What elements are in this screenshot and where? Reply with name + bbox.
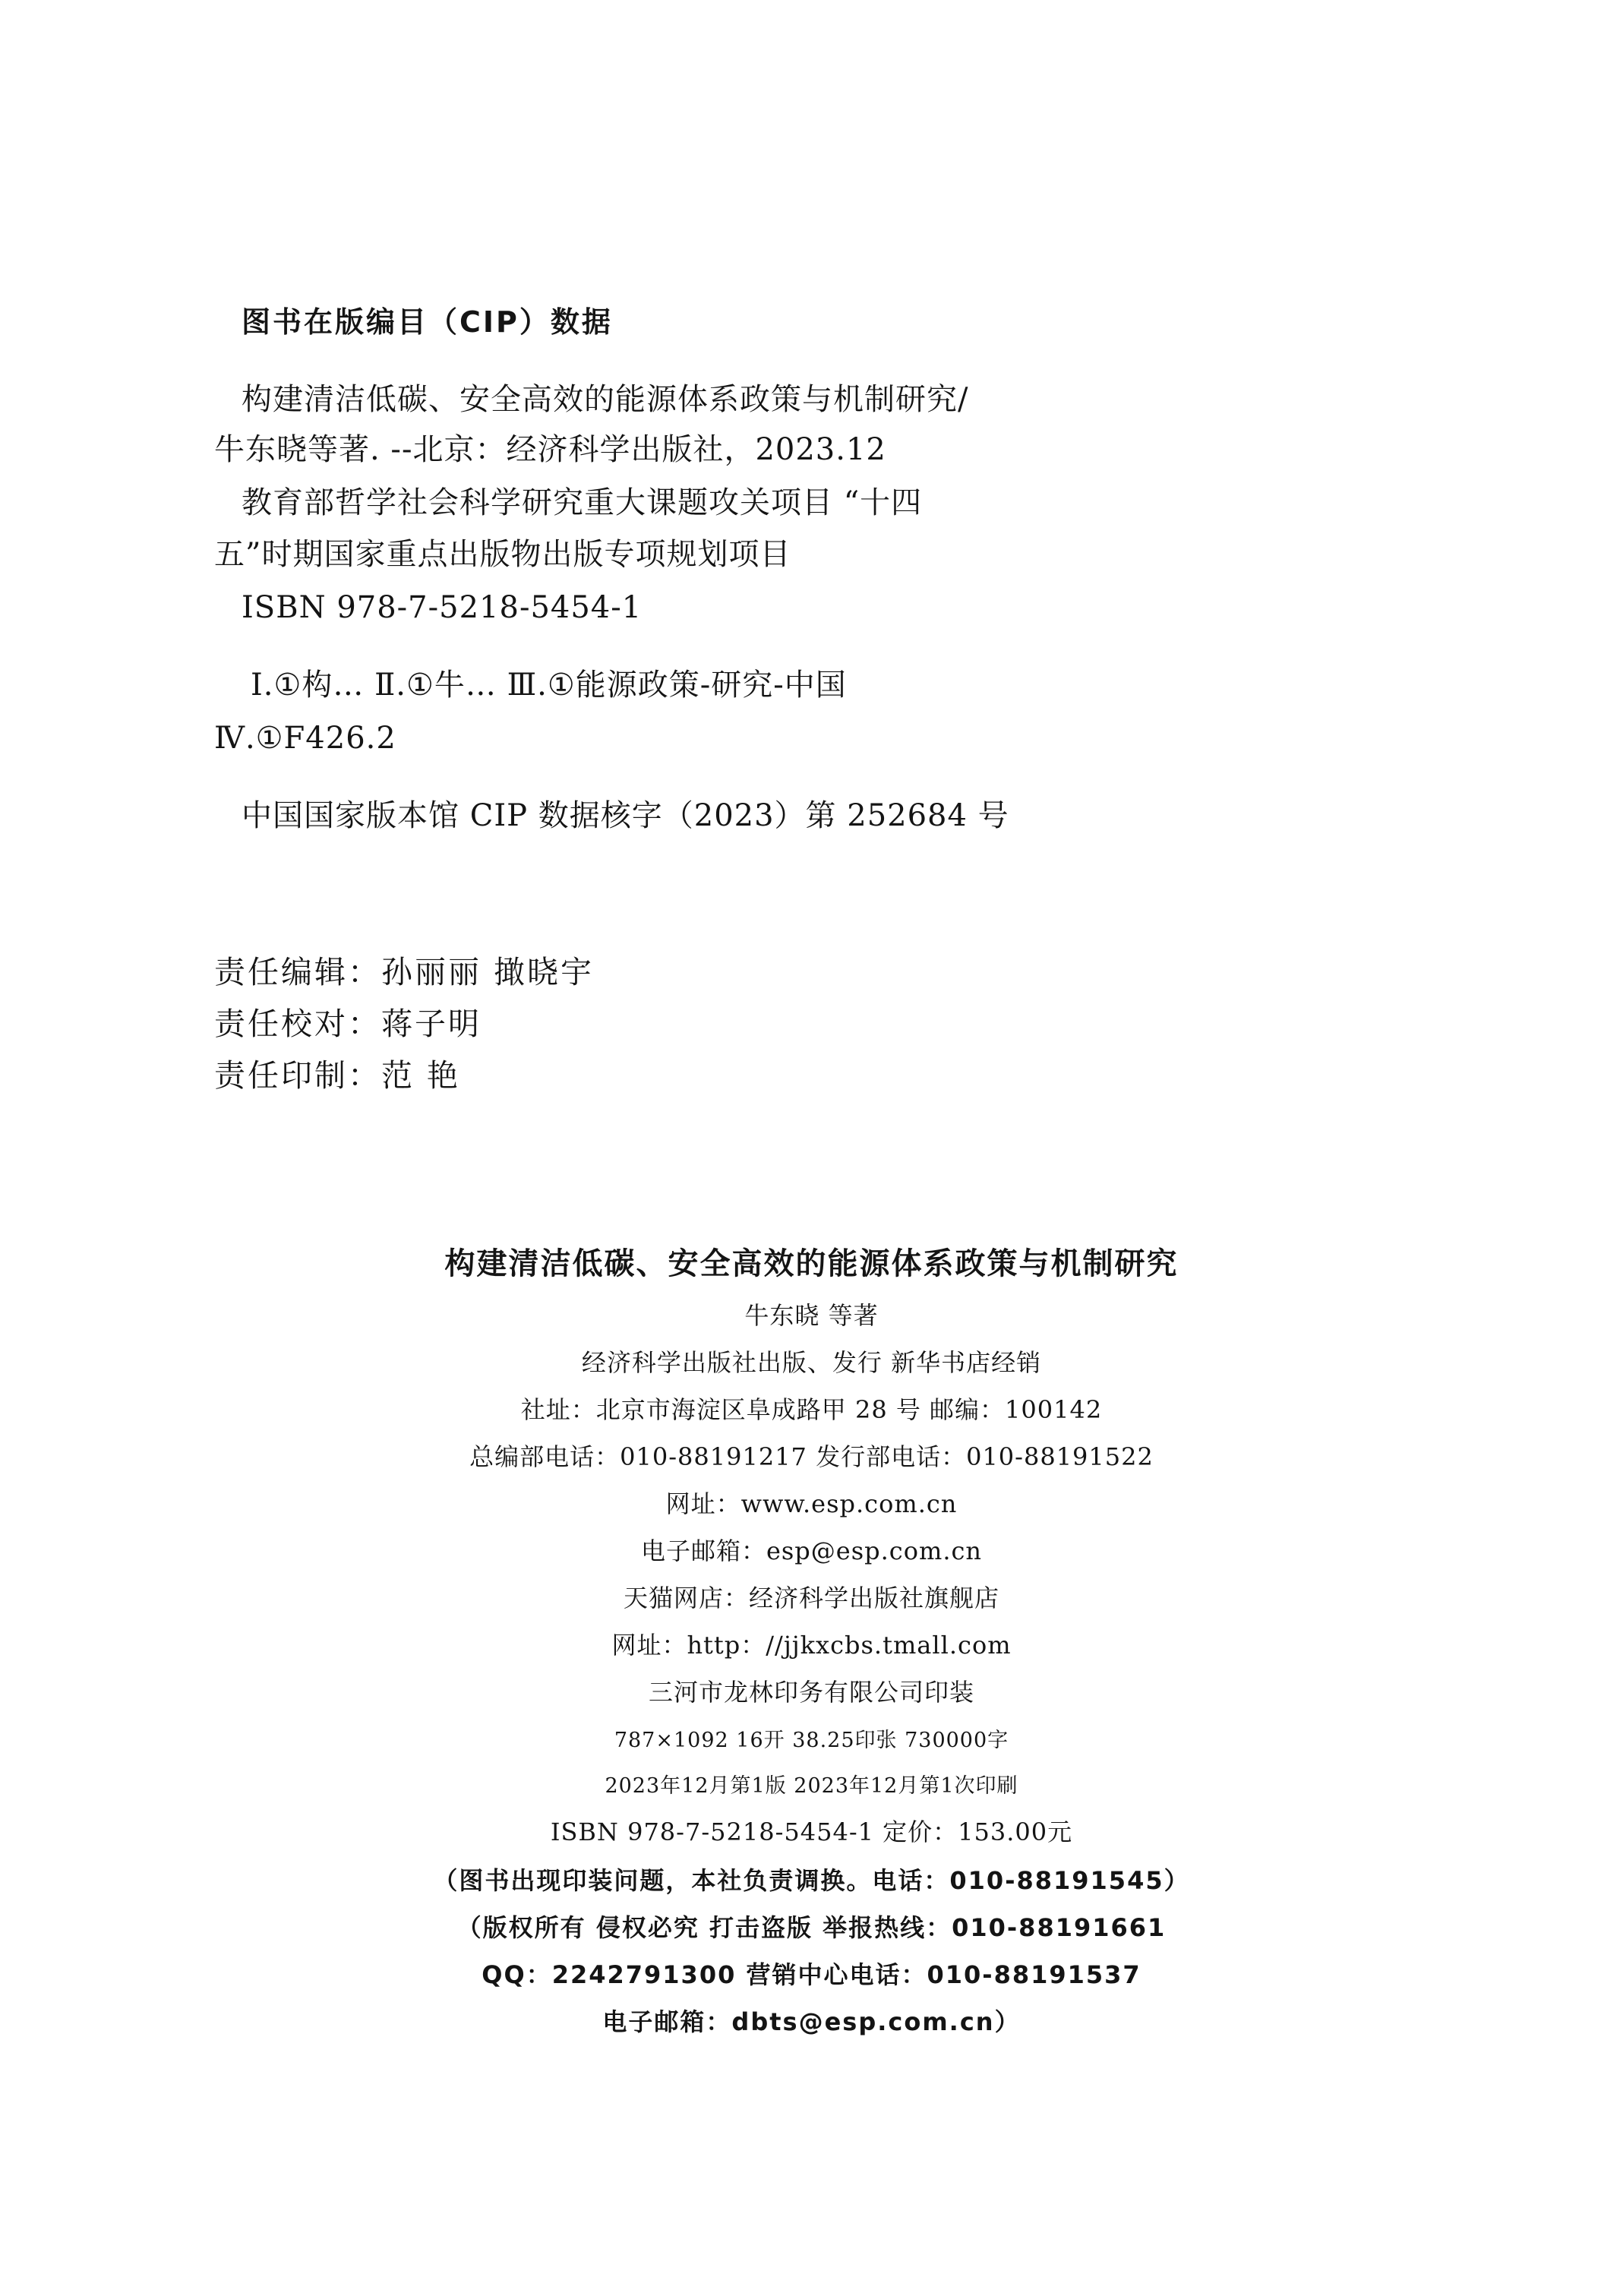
imprint-email: 电子邮箱：esp@esp.com.cn — [640, 1536, 983, 1565]
cip-series-line-1: 教育部哲学社会科学研究重大课题攻关项目 “十四 — [242, 485, 923, 520]
imprint-address: 社址：北京市海淀区阜成路甲 28 号 邮编：100142 — [520, 1395, 1103, 1424]
credit-proofreader — [214, 1006, 482, 1042]
cip-heading: 图书在版编目（CIP）数据 — [242, 305, 613, 339]
cip-verification: 中国国家版本馆 CIP 数据核字（2023）第 252684 号 — [242, 798, 1009, 833]
cip-title-line-2: 牛东晓等著. --北京：经济科学出版社，2023.12 — [214, 432, 886, 467]
imprint-publisher: 经济科学出版社出版、发行 新华书店经销 — [581, 1348, 1042, 1377]
imprint-tmall-url: 网址：http：//jjkxcbs.tmall.com — [611, 1631, 1012, 1660]
imprint-author: 牛东晓 等著 — [744, 1301, 879, 1330]
credit-value: 孙丽丽 撖晓宇 — [381, 954, 595, 990]
imprint-notice-2: （版权所有 侵权必究 打击盗版 举报热线：010-88191661 — [456, 1913, 1167, 1942]
credit-value: 蒋子明 — [381, 1006, 482, 1042]
credit-label: 责任校对： — [214, 1006, 381, 1042]
imprint-title: 构建清洁低碳、安全高效的能源体系政策与机制研究 — [444, 1246, 1179, 1281]
cip-classification-line-1: Ⅰ.①构… Ⅱ.①牛… Ⅲ.①能源政策-研究-中国 — [251, 668, 847, 703]
cip-isbn: ISBN 978-7-5218-5454-1 — [242, 590, 643, 625]
imprint-printer: 三河市龙林印务有限公司印装 — [648, 1678, 974, 1707]
imprint-notice-4: 电子邮箱：dbts@esp.com.cn） — [602, 2007, 1021, 2036]
cip-series-line-2: 五”时期国家重点出版物出版专项规划项目 — [214, 537, 791, 572]
credit-printing-manager — [214, 1057, 460, 1094]
imprint-notice-1: （图书出现印装问题，本社负责调换。电话：010-88191545） — [433, 1866, 1190, 1895]
credit-label: 责任印制： — [214, 1057, 381, 1094]
credit-value: 范 艳 — [381, 1057, 461, 1094]
imprint-website: 网址：www.esp.com.cn — [665, 1489, 958, 1518]
imprint-edition: 2023年12月第1版 2023年12月第1次印刷 — [605, 1774, 1018, 1798]
imprint-isbn-price: ISBN 978-7-5218-5454-1 定价：153.00元 — [550, 1818, 1073, 1846]
imprint-tmall-store: 天猫网店：经济科学出版社旗舰店 — [623, 1584, 999, 1612]
cip-classification-line-2: Ⅳ.①F426.2 — [214, 721, 396, 756]
credit-label: 责任编辑： — [214, 954, 381, 990]
imprint-phones: 总编部电话：010-88191217 发行部电话：010-88191522 — [469, 1442, 1154, 1471]
imprint-notice-3: QQ：2242791300 营销中心电话：010-88191537 — [482, 1960, 1141, 1989]
credit-editor — [214, 954, 594, 990]
cip-title-line-1: 构建清洁低碳、安全高效的能源体系政策与机制研究/ — [242, 382, 969, 417]
imprint-specs: 787×1092 16开 38.25印张 730000字 — [614, 1729, 1009, 1752]
